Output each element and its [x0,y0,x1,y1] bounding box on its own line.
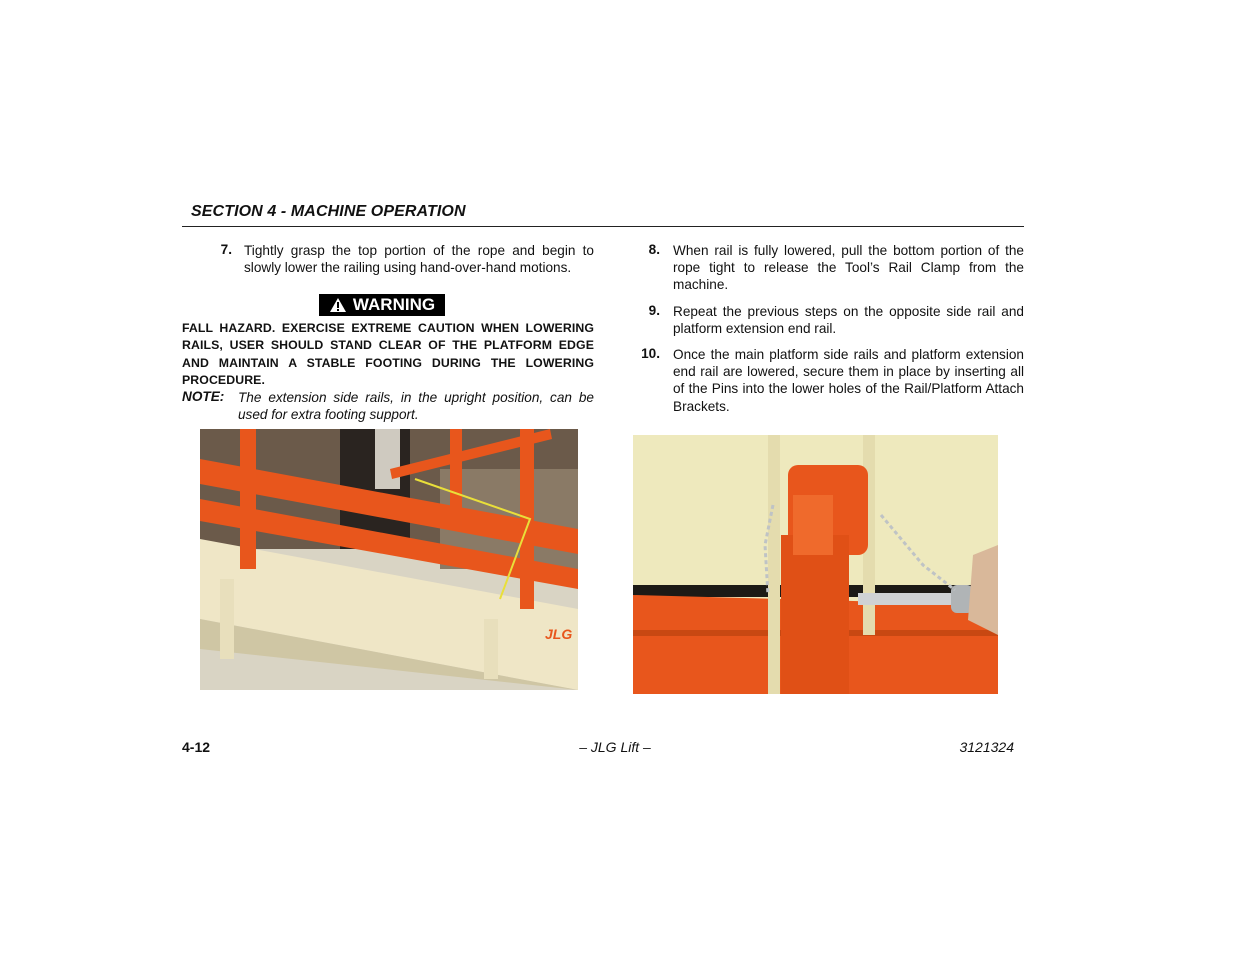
warning-label: WARNING [352,295,436,314]
note-label: NOTE: [182,389,225,404]
step-10-text: Once the main platform side rails and platform extension end rail are lowered, secure them in place by inserting all of the Pins into the lower holes of the Rail/Platform Attach Brackets. [673,347,1024,414]
footer-brand: – JLG Lift – [579,739,651,755]
warning-badge [319,294,445,316]
step-10-number: 10. [641,346,660,361]
section-title: SECTION 4 - MACHINE OPERATION [191,203,466,220]
step-9-number: 9. [648,303,660,318]
header-rule [182,226,1024,227]
warning-triangle-icon [329,297,347,313]
step-8-text: When rail is fully lowered, pull the bottom portion of the rope tight to release the Tool’s Rail Clamp from the machine. [673,243,1024,293]
note-text: The extension side rails, in the upright position, can be used for extra footing support. [238,390,594,423]
step-9-text: Repeat the previous steps on the opposite side rail and platform extension end rail. [673,304,1024,337]
step-7-number: 7. [220,242,232,257]
photo-lowering-rail [200,429,578,690]
step-7-text: Tightly grasp the top portion of the rope and begin to slowly lower the railing using hand-over-hand motions. [244,243,594,276]
doc-number: 3121324 [959,739,1014,755]
step-8-number: 8. [648,242,660,257]
page-number: 4-12 [182,739,211,755]
photo-rail-bracket-pin [633,435,998,694]
warning-text: FALL HAZARD. EXERCISE EXTREME CAUTION WHEN LOWERING RAILS, USER SHOULD STAND CLEAR OF THE PLATFORM EDGE AND MAINTAIN A STABLE FOOTING DURING THE LOWERING PROCEDURE. [182,321,594,388]
svg-text:JLG: JLG [545,626,573,642]
